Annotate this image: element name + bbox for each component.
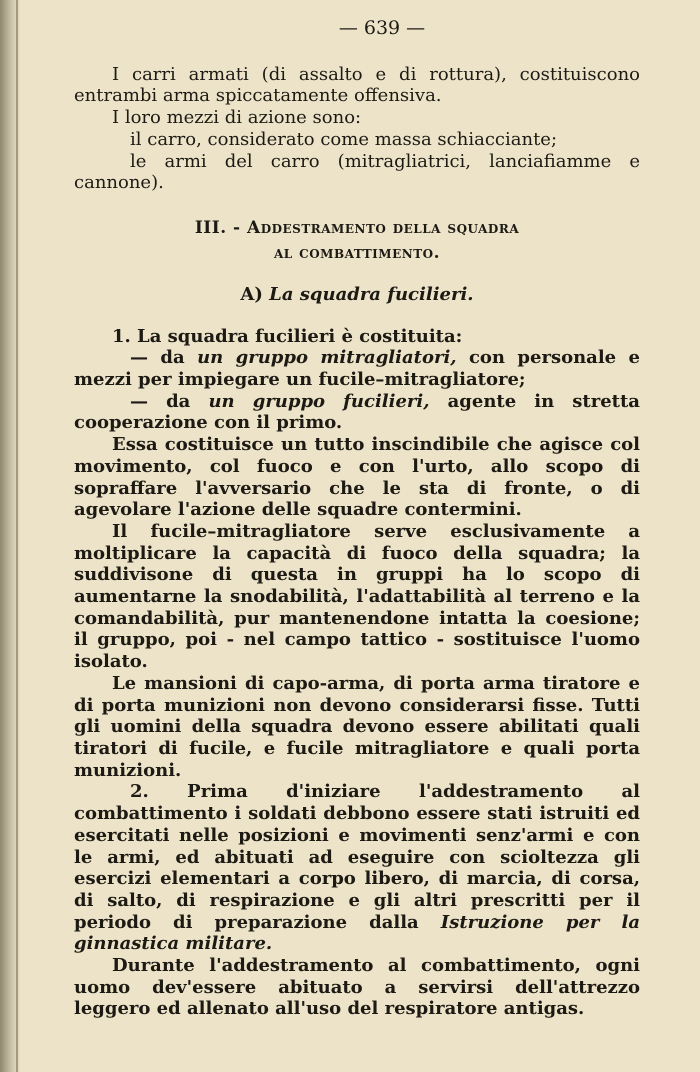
paragraph-durante: Durante l'addestramento al combattimento, ogni uomo dev'essere abituato a servirsi dell'attrezzo leggero ed allenato all'uso del respiratore antigas.	[74, 955, 640, 1020]
page-number: — 639 —	[338, 17, 426, 39]
paragraph-essa: Essa costituisce un tutto inscindibile che agisce col movimento, col fuoco e con l'urto, allo scopo di sopraffare l'avversario che le sta di fronte, o di agevolare l'azione delle squadre contermini.	[74, 434, 640, 521]
page-text	[74, 18, 640, 1020]
intro-paragraph-1: I carri armati (di assalto e di rottura), costituiscono entrambi arma spiccatamente offensiva.	[74, 63, 640, 107]
paragraph-fucile: Il fucile–mitragliatore serve esclusivamente a moltiplicare la capacità di fuoco della squadra; la suddivisone di questa in gruppi ha lo scopo di aumentarne la snodabilità, l'adattabilità al terreno e la comandabilità, pur mantenendone intatta la coesione; il gruppo, poi - nel campo tattico - sostituisce l'uomo isolato.	[74, 520, 640, 673]
item-a-rest: con personale e mezzi per impiegare un fucile–mitragliatore;	[74, 347, 640, 391]
section-heading-line-1: III. - Addestramento della squadra	[194, 217, 520, 238]
body-text	[74, 326, 640, 1021]
subsection-heading	[74, 284, 640, 306]
subsection-prefix: A)	[240, 283, 263, 305]
section-heading	[74, 216, 640, 266]
paragraph-mansioni: Le mansioni di capo-arma, di porta arma tiratore e di porta munizioni non devono considerarsi fisse. Tutti gli uomini della squadra devono essere abilitati quali tiratori di fucile, e fucile mitragliatore e quali porta munizioni.	[74, 672, 640, 781]
item-a-dash: — da	[130, 347, 198, 369]
paragraph-1-item-b	[74, 391, 640, 434]
page-gutter-line	[16, 0, 18, 1072]
paragraph-2	[74, 781, 640, 955]
section-heading-line-2: al combattimento.	[274, 242, 440, 263]
item-a-emphasis: un gruppo mitragliatori,	[197, 347, 457, 369]
intro-item-armi: le armi del carro (mitragliatrici, lanciafiamme e cannone).	[74, 150, 640, 194]
item-b-dash: — da	[130, 390, 209, 412]
paragraph-1-lead: 1. La squadra fucilieri è costituita:	[112, 325, 463, 347]
paragraph-2-text: 2. Prima d'iniziare l'addestramento al combattimento i soldati debbono essere stati istruiti ed esercitati nelle posizioni e movimenti senz'armi e con le armi, ed abituati ad eseguire con scioltezza gli esercizi elementari a corpo libero, di marcia, di corsa, di salto, di respirazione e gli altri prescritti per il periodo di preparazione dalla	[74, 781, 640, 933]
intro-paragraph-2: I loro mezzi di azione sono:	[112, 107, 362, 129]
paragraph-1-item-a	[74, 347, 640, 390]
subsection-title: La squadra fucilieri.	[269, 283, 474, 305]
item-b-emphasis: un gruppo fucilieri,	[208, 390, 430, 412]
intro-item-carro: il carro, considerato come massa schiacciante;	[130, 128, 558, 150]
item-b-rest: agente in stretta cooperazione con il primo.	[74, 390, 640, 434]
paragraph-2-emphasis: Istruzione per la ginnastica militare.	[74, 911, 640, 955]
